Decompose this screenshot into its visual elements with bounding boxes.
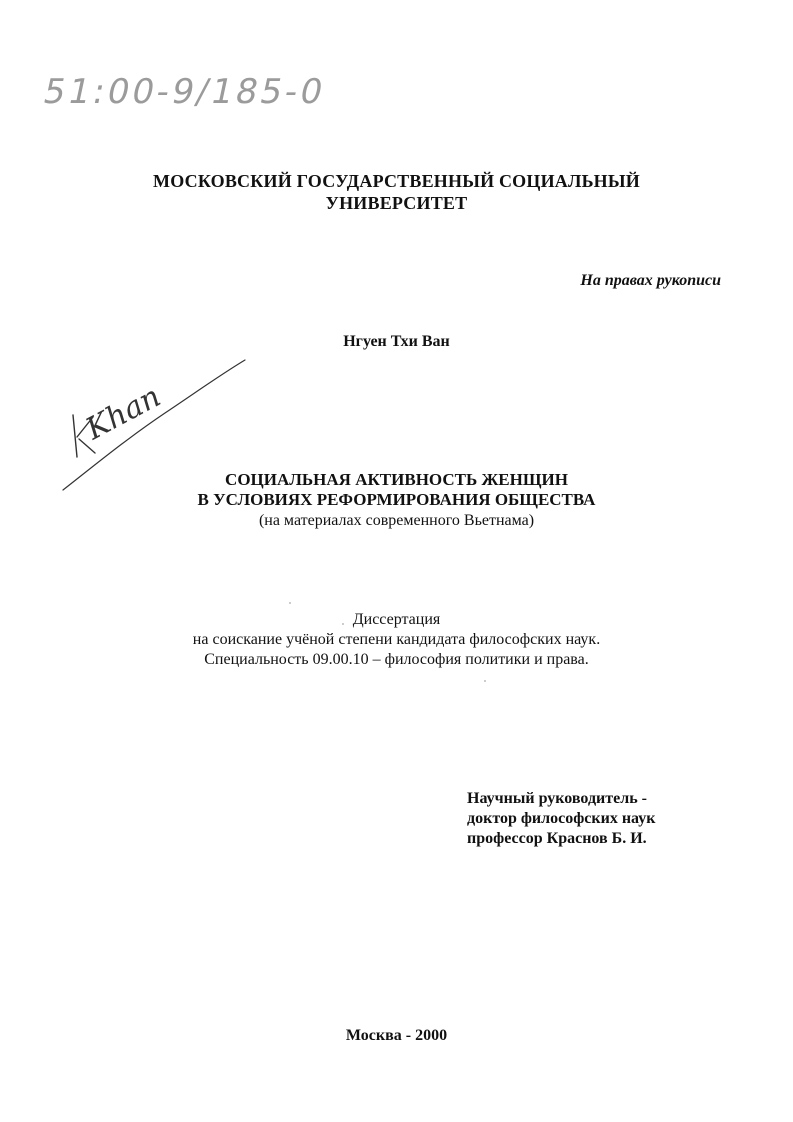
degree-line-2: на соискание учёной степени кандидата философских наук. <box>192 631 601 648</box>
scan-speck <box>342 623 344 625</box>
supervisor-line-2: доктор философских наук <box>467 810 656 827</box>
degree-line-3: Специальность 09.00.10 – философия политики и права. <box>204 651 589 668</box>
scan-speck <box>484 680 486 682</box>
scan-speck <box>289 602 291 604</box>
author-name: Нгуен Тхи Ван <box>343 333 450 350</box>
title-line-1: СОЦИАЛЬНАЯ АКТИВНОСТЬ ЖЕНЩИН <box>225 470 568 489</box>
degree-info <box>0 610 793 670</box>
dissertation-subtitle: (на материалах современного Вьетнама) <box>258 512 535 529</box>
supervisor-line-1: Научный руководитель - <box>467 790 647 807</box>
supervisor-block <box>467 789 655 849</box>
archive-number-stamp: 51:00-9/185-0 <box>39 72 330 112</box>
university-line-1: МОСКОВСКИЙ ГОСУДАРСТВЕННЫЙ СОЦИАЛЬНЫЙ <box>153 171 640 191</box>
supervisor-line-3: профессор Краснов Б. И. <box>467 830 647 847</box>
degree-line-1: Диссертация <box>352 611 441 628</box>
title-line-2: В УСЛОВИЯХ РЕФОРМИРОВАНИЯ ОБЩЕСТВА <box>197 490 596 509</box>
manuscript-note: На правах рукописи <box>580 272 721 289</box>
university-line-2: УНИВЕРСИТЕТ <box>325 193 468 213</box>
signature-text: Khan <box>80 379 167 448</box>
dissertation-title <box>0 470 793 510</box>
university-name <box>0 170 793 214</box>
city-year: Москва - 2000 <box>345 1027 448 1044</box>
